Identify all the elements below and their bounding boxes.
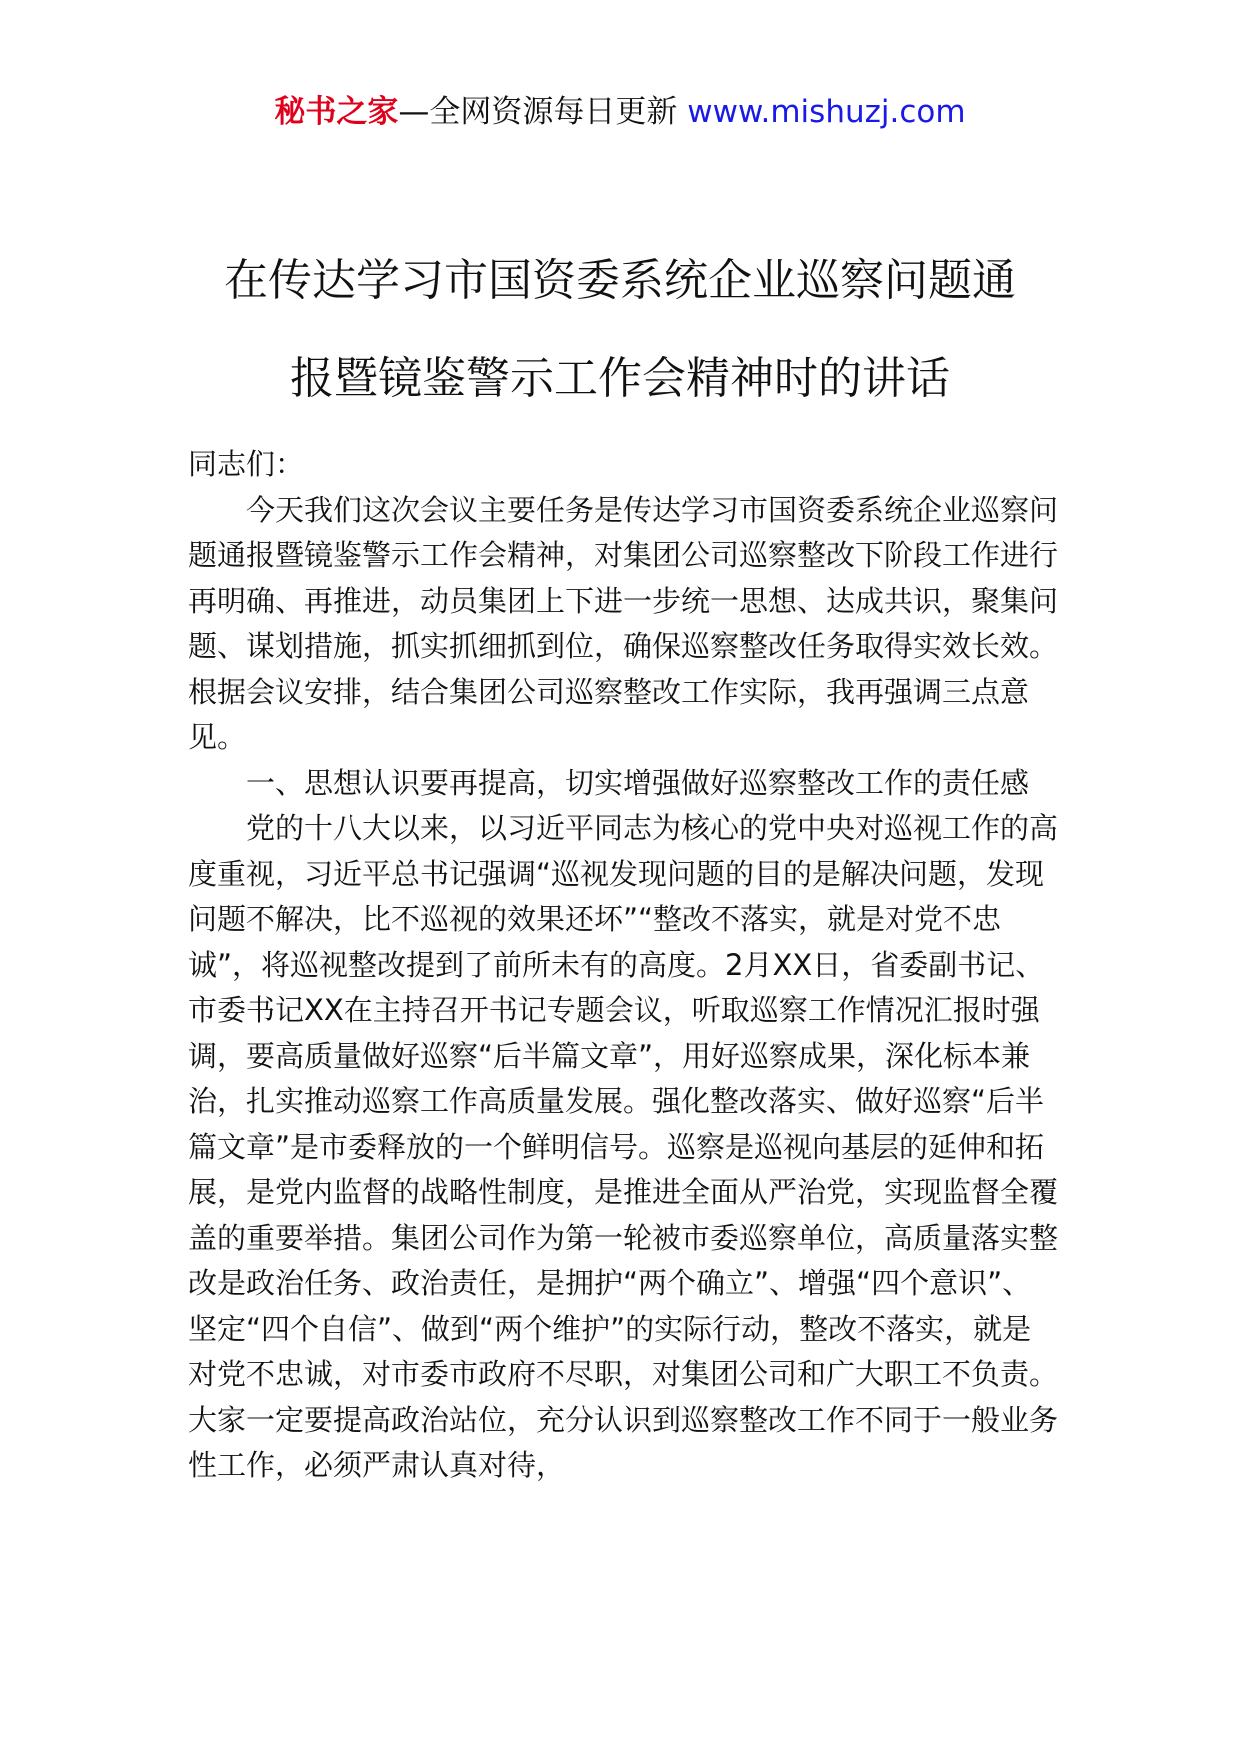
document-title xyxy=(150,232,1090,428)
paragraph-2: 党的十八大以来，以习近平同志为核心的党中央对巡视工作的高度重视，习近平总书记强调“巡视发现问题的目的是解决问题，发现问题不解决，比不巡视的效果还坏”“整改不落实，就是对党不忠诚”，将巡视整改提到了前所未有的高度。2月XX日，省委副书记、市委书记XX在主持召开书记专题会议，听取巡察工作情况汇报时强调，要高质量做好巡察“后半篇文章”，用好巡察成果，深化标本兼治，扎实推动巡察工作高质量发展。强化整改落实、做好巡察“后半篇文章”是市委释放的一个鲜明信号。巡察是巡视向基层的延伸和拓展，是党内监督的战略性制度，是推进全面从严治党，实现监督全覆盖的重要举措。集团公司作为第一轮被市委巡察单位，高质量落实整改是政治任务、政治责任，是拥护“两个确立”、增强“四个意识”、坚定“四个自信”、做到“两个维护”的实际行动，整改不落实，就是对党不忠诚，对市委市政府不尽职，对集团公司和广大职工不负责。大家一定要提高政治站位，充分认识到巡察整改工作不同于一般业务性工作，必须严肃认真对待， xyxy=(188,811,1059,1482)
title-line-2: 报暨镜鉴警示工作会精神时的讲话 xyxy=(290,353,950,404)
section-heading-1: 一、思想认识要再提高，切实增强做好巡察整改工作的责任感 xyxy=(246,765,1030,800)
title-line-1: 在传达学习市国资委系统企业巡察问题通 xyxy=(224,255,1016,306)
banner-slogan: —全网资源每日更新 xyxy=(398,94,678,130)
salutation: 同志们： xyxy=(188,447,305,481)
site-url[interactable]: www.mishuzj.com xyxy=(687,94,966,130)
paragraph-1: 今天我们这次会议主要任务是传达学习市国资委系统企业巡察问题通报暨镜鉴警示工作会精神，对集团公司巡察整改下阶段工作进行再明确、再推进，动员集团上下进一步统一思想、达成共识，聚集问题、谋划措施，抓实抓细抓到位，确保巡察整改任务取得实效长效。根据会议安排，结合集团公司巡察整改工作实际，我再强调三点意见。 xyxy=(188,492,1059,754)
document-body xyxy=(188,442,1058,1489)
site-banner xyxy=(0,92,1240,132)
brand-name: 秘书之家 xyxy=(274,94,399,130)
